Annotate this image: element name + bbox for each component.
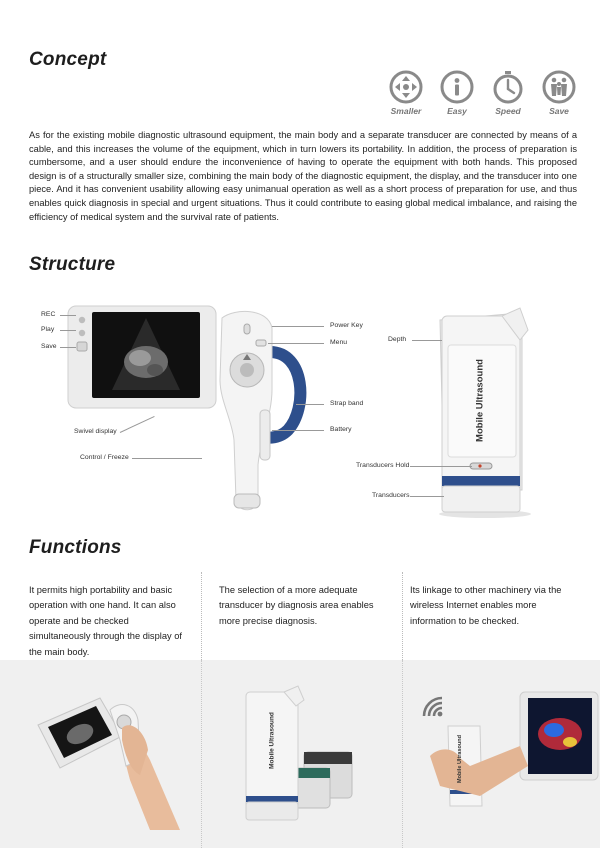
section-title-functions: Functions <box>29 537 122 558</box>
section-title-structure: Structure <box>29 254 116 275</box>
play-button <box>79 330 85 336</box>
concept-paragraph: As for the existing mobile diagnostic ultrasound equipment, the main body and a separate transducer are connected by means of a cable, and this increases the volume of the equipment, which in turn lowers its portability. In addition, the process of preparation is cumbersome, and a user should endure the inconvenience of having to operate the equipment with both hands. This proposed design is of a structurally smaller size, combining the main body of the diagnostic equipment, the display, and the transducer into one piece. And it has convenient usability allowing easy unimanual operation as well as a short process of preparation for use, and thus enables quick diagnosis in special and urgent situations. Thus it could contribute to easing global medical imbalance, and raising the efficiency of medical system and the survival rate of patients. <box>29 130 577 222</box>
photo-transducers <box>236 684 366 834</box>
label-play: Play <box>41 326 55 333</box>
label-control-freeze: Control / Freeze <box>80 454 129 461</box>
smaller-icon <box>389 70 423 104</box>
section-title-concept: Concept <box>29 49 107 70</box>
save-button-hw <box>77 342 87 351</box>
photo-divider-1 <box>201 660 202 848</box>
icon-item-speed: Speed <box>491 70 525 116</box>
photo-one-hand-use <box>30 680 200 830</box>
function-text-3: Its linkage to other machinery via the wireless Internet enables more information to be checked. <box>410 585 562 626</box>
icon-item-smaller: Smaller <box>389 70 423 116</box>
icon-item-easy: Easy <box>440 70 474 116</box>
label-power-key: Power Key <box>330 322 363 329</box>
label-save: Save <box>41 343 57 350</box>
label-rec: REC <box>41 311 56 318</box>
function-text-1: It permits high portability and basic operation with one hand. It can also operate and be checked simultaneously through the display of the main body. <box>29 585 182 657</box>
label-swivel-display: Swivel display <box>74 428 117 435</box>
label-menu: Menu <box>330 339 348 346</box>
icon-item-save: Save <box>542 70 576 116</box>
photo3-brand: Mobile Ultrasound <box>457 735 463 783</box>
easy-icon <box>440 70 474 104</box>
device-brand-vertical <box>446 258 458 358</box>
device-brand-text: Mobile Ultrasound <box>474 359 486 442</box>
photo-divider-2 <box>402 660 403 848</box>
rec-button <box>79 317 85 323</box>
wifi-icon <box>424 698 442 716</box>
concept-icons <box>384 70 584 120</box>
function-text-2: The selection of a more adequate transducer by diagnosis area enables more precise diagnosis. <box>219 585 374 626</box>
label-strap-band: Strap band <box>330 400 364 407</box>
photo-wireless-linkage <box>410 686 600 836</box>
label-battery: Battery <box>330 426 352 433</box>
speed-icon <box>491 70 525 104</box>
label-depth: Depth <box>388 336 407 343</box>
label-transducers: Transducers <box>372 492 410 499</box>
photo2-brand: Mobile Ultrasound <box>268 712 276 769</box>
label-transducers-hold: Transducers Hold <box>356 462 410 469</box>
save-icon <box>542 70 576 104</box>
